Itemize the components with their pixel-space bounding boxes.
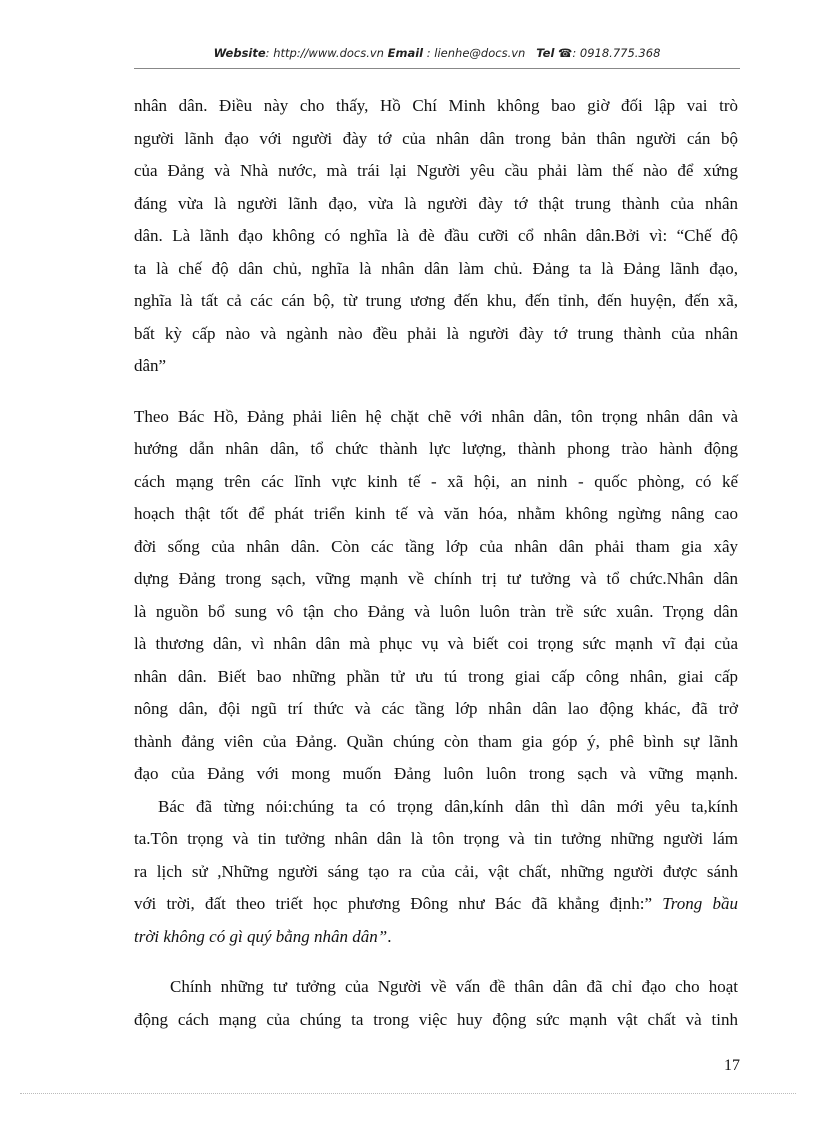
- text-line: động cách mạng của chúng ta trong việc huy động sức mạnh vật chất và tinh: [134, 1009, 738, 1029]
- footer-rule: [20, 1093, 796, 1094]
- paragraph-gap: [134, 383, 738, 401]
- page-number: 17: [724, 1057, 740, 1074]
- text-line: [134, 888, 738, 921]
- tel-value: : 0918.775.368: [572, 46, 661, 60]
- paragraph-4: [134, 971, 738, 1036]
- website-value: : http://www.docs.vn: [265, 46, 384, 60]
- text-line: [134, 921, 738, 954]
- text-line: nông dân, đội ngũ trí thức và các tầng lớp nhân dân lao động khác, đã trở: [134, 699, 738, 718]
- page-header: [134, 46, 740, 66]
- text-line: Chính những tư tưởng của Người về vấn đề thân dân đã chỉ đạo cho hoạt: [170, 977, 738, 996]
- text-line: đạo của Đảng với mong muốn Đảng luôn luôn trong sạch và vững mạnh.: [134, 764, 738, 783]
- end-mark: .: [387, 926, 392, 946]
- text-line: nhân dân. Điều này cho thấy, Hồ Chí Minh không bao giờ đối lập vai trò: [134, 96, 738, 115]
- document-body: [134, 90, 738, 1036]
- text-line: nghĩa là tất cả các cán bộ, từ trung ương đến khu, đến tỉnh, đến huyện, đến xã,: [134, 291, 738, 310]
- text-line: dựng Đảng trong sạch, vững mạnh về chính trị tư tưởng và tổ chức.Nhân dân: [134, 569, 738, 588]
- text-line: dân”: [134, 356, 167, 375]
- text-line: Bác đã từng nói:chúng ta có trọng dân,kính dân thì dân mới yêu ta,kính: [158, 796, 738, 816]
- text-line: ta.Tôn trọng và tin tưởng nhân dân là tôn trọng và tin tưởng những người lám: [134, 829, 738, 848]
- paragraph-3: [134, 791, 738, 954]
- quote-italic: trời không có gì quý bằng nhân dân”: [134, 926, 388, 946]
- text-line: đáng vừa là người lãnh đạo, vừa là người đày tớ thật trung thành của nhân: [134, 193, 738, 213]
- text-line: hướng dẫn nhân dân, tổ chức thành lực lượng, thành phong trào hành động: [134, 439, 738, 458]
- text-line: dân. Là lãnh đạo không có nghĩa là đè đầu cưỡi cổ nhân dân.Bởi vì: “Chế độ: [134, 226, 738, 245]
- text-segment: với trời, đất theo triết học phương Đông như Bác đã khẳng định:”: [134, 894, 653, 913]
- text-line: là thương dân, vì nhân dân mà phục vụ và biết coi trọng sức mạnh vĩ đại của: [134, 634, 738, 653]
- text-line: nhân dân. Biết bao những phần tử ưu tú trong giai cấp công nhân, giai cấp: [134, 666, 738, 686]
- text-line: thành đảng viên của Đảng. Quần chúng còn tham gia góp ý, phê bình sự lãnh: [134, 731, 738, 751]
- text-line: đời sống của nhân dân. Còn các tầng lớp của nhân dân phải tham gia xây: [134, 536, 738, 556]
- text-line: của Đảng và Nhà nước, mà trái lại Người yêu cầu phải làm thế nào để xứng: [134, 161, 738, 180]
- paragraph-2: [134, 401, 738, 791]
- paragraph-gap: [134, 953, 738, 971]
- text-line: cách mạng trên các lĩnh vực kinh tế - xã hội, an ninh - quốc phòng, có kế: [134, 471, 738, 491]
- website-label: Website: [213, 46, 266, 60]
- paragraph-1: [134, 90, 738, 383]
- text-line: bất kỳ cấp nào và ngành nào đều phải là người đày tớ trung thành của nhân: [134, 323, 738, 343]
- quote-italic: Trong bầu: [652, 894, 738, 913]
- email-value: : lienhe@docs.vn: [423, 46, 526, 60]
- text-line: là nguồn bổ sung vô tận cho Đảng và luôn luôn tràn trề sức xuân. Trọng dân: [134, 601, 738, 621]
- header-rule: [134, 68, 740, 69]
- text-line: hoạch thật tốt để phát triển kinh tế và văn hóa, nhằm không ngừng nâng cao: [134, 504, 738, 523]
- tel-label: Tel: [536, 46, 555, 60]
- phone-icon: ☎: [558, 46, 573, 60]
- text-line: ta là chế độ dân chủ, nghĩa là nhân dân làm chủ. Đảng ta là Đảng lãnh đạo,: [134, 258, 738, 278]
- text-line: Theo Bác Hồ, Đảng phải liên hệ chặt chẽ với nhân dân, tôn trọng nhân dân và: [134, 406, 738, 426]
- text-line: ra lịch sử ,Những người sáng tạo ra của cải, vật chất, những người được sánh: [134, 861, 738, 881]
- text-line: người lãnh đạo với người đày tớ của nhân dân trong bản thân người cán bộ: [134, 128, 738, 148]
- email-label: Email: [387, 46, 424, 60]
